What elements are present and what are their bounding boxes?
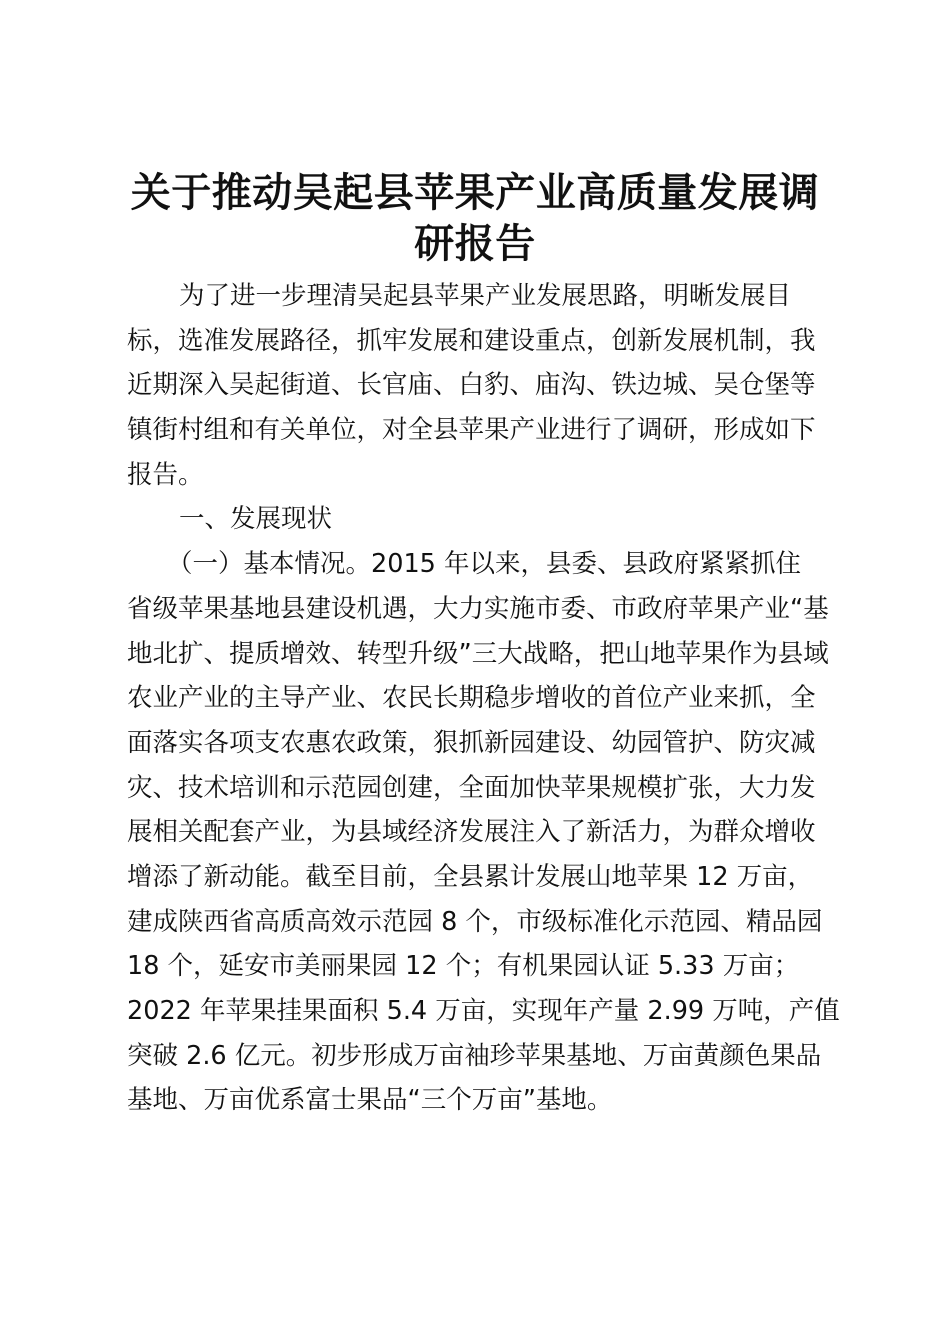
text-line: 建成陕西省高质高效示范园 8 个，市级标准化示范园、精品园	[127, 906, 823, 937]
text-line: 报告。	[127, 459, 204, 490]
text-line: 地北扩、提质增效、转型升级”三大战略，把山地苹果作为县域	[127, 638, 829, 669]
text-line: 标，选准发展路径，抓牢发展和建设重点，创新发展机制，我	[127, 325, 816, 356]
text-line: 近期深入吴起街道、长官庙、白豹、庙沟、铁边城、吴仓堡等	[127, 370, 816, 401]
text-line: （一）基本情况。2015 年以来，县委、县政府紧紧抓住	[167, 549, 802, 580]
title-line: 研报告	[414, 221, 536, 267]
text-line: 基地、万亩优系富士果品“三个万亩”基地。	[127, 1085, 613, 1116]
text-line: 镇街村组和有关单位，对全县苹果产业进行了调研，形成如下	[127, 415, 816, 446]
text-line: 灾、技术培训和示范园创建，全面加快苹果规模扩张，大力发	[127, 772, 816, 803]
text-line: 2022 年苹果挂果面积 5.4 万亩，实现年产量 2.99 万吨，产值	[127, 996, 840, 1026]
document-title	[100, 168, 850, 270]
text-line: 18 个，延安市美丽果园 12 个；有机果园认证 5.33 万亩；	[127, 951, 800, 982]
text-line: 农业产业的主导产业、农民长期稳步增收的首位产业来抓，全	[127, 683, 816, 714]
title-line: 关于推动吴起县苹果产业高质量发展调	[130, 170, 820, 216]
section-heading: 一、发展现状	[179, 504, 333, 535]
text-line: 为了进一步理清吴起县苹果产业发展思路，明晰发展目	[179, 281, 792, 311]
text-line: 增添了新动能。截至目前，全县累计发展山地苹果 12 万亩，	[127, 861, 814, 892]
text-line: 省级苹果基地县建设机遇，大力实施市委、市政府苹果产业“基	[127, 593, 829, 624]
basic-situation-paragraph	[127, 542, 847, 1123]
intro-paragraph	[127, 274, 847, 497]
text-line: 突破 2.6 亿元。初步形成万亩袖珍苹果基地、万亩黄颜色果品	[127, 1040, 822, 1071]
text-line: 展相关配套产业，为县域经济发展注入了新活力，为群众增收	[127, 817, 816, 848]
document-body	[127, 274, 847, 1123]
text-line: 面落实各项支农惠农政策，狠抓新园建设、幼园管护、防灾减	[127, 727, 816, 758]
